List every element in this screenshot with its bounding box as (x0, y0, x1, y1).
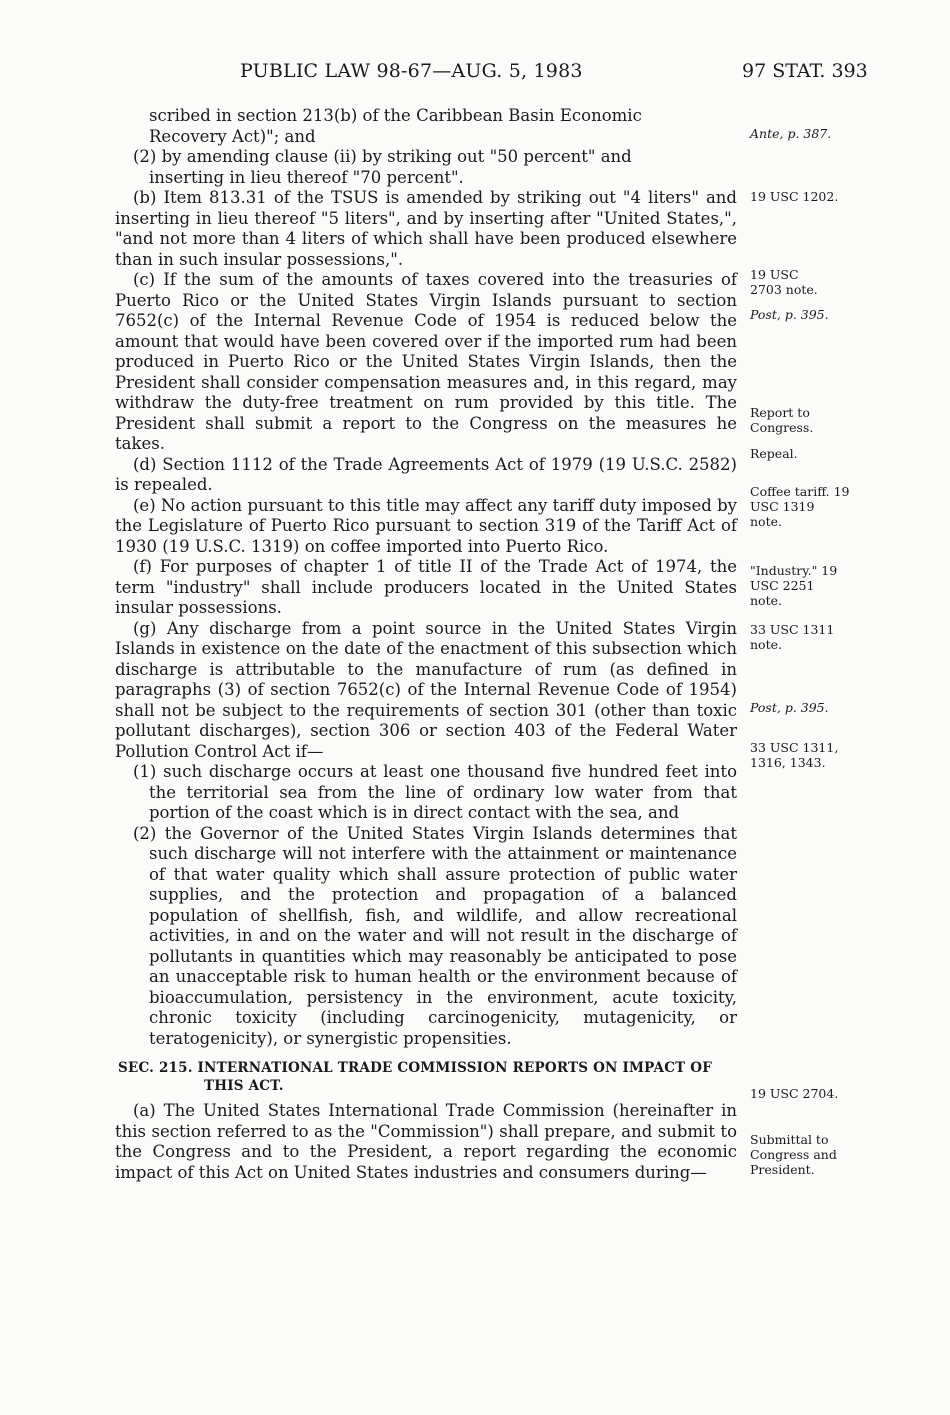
margin-note-usc-1311: 33 USC 1311 note. (750, 622, 835, 652)
subsection-c: (c) If the sum of the amounts of taxes covered into the treasuries of Puerto Rico or the United States Virgin Islands pursuant to section 7652(c) of the Internal Revenue Code of 1954 is reduced below the amount that would have been covered over if the imported rum had been produced in Puerto Rico or the United States Virgin Islands, then the President shall consider compensation measures and, in this regard, may withdraw the duty-free treatment on rum provided by this title. The President shall submit a report to the Congress on the measures he takes. (115, 270, 737, 453)
margin-note-ante: Ante, p. 387. (750, 126, 832, 141)
margin-note-report: Report to Congress. (750, 405, 814, 435)
clause-2 (115, 147, 737, 188)
section-215-a: (a) The United States International Trade Commission (hereinafter in this section referred to as the "Commission") shall prepare, and submit to the Congress and to the President, a report regarding the economic impact of this Act on United States industries and consumers during— (115, 1101, 737, 1182)
margin-note-industry: "Industry." 19 USC 2251 note. (750, 563, 838, 608)
margin-note-usc-2704: 19 USC 2704. (750, 1086, 839, 1101)
margin-note-post: Post, p. 395. (750, 307, 829, 322)
margin-note-submittal: Submittal to Congress and President. (750, 1132, 837, 1177)
paragraph-continuation: scribed in section 213(b) of the Caribbean Basin Economic (149, 106, 642, 125)
paragraph-continuation-2: Recovery Act)"; and (149, 126, 316, 146)
main-text (115, 106, 737, 1183)
subsection-d: (d) Section 1112 of the Trade Agreements Act of 1979 (19 U.S.C. 2582) is repealed. (115, 454, 737, 494)
margin-note-usc-1311-1316: 33 USC 1311, 1316, 1343. (750, 740, 839, 770)
running-title: PUBLIC LAW 98-67—AUG. 5, 1983 (240, 60, 583, 82)
paragraph-g-1: (1) such discharge occurs at least one thousand five hundred feet into the territorial sea from the line of ordinary low water from that portion of the coast which is in direct contact with the sea, and (133, 762, 737, 822)
margin-note-coffee: Coffee tariff. 19 USC 1319 note. (750, 484, 850, 529)
statute-page-number: 97 STAT. 393 (742, 60, 868, 82)
margin-notes (750, 0, 930, 1415)
subsection-e: (e) No action pursuant to this title may affect any tariff duty imposed by the Legislature of Puerto Rico pursuant to section 319 of the Tariff Act of 1930 (19 U.S.C. 1319) on coffee imported into Puerto Rico. (115, 495, 737, 556)
margin-note-post-2: Post, p. 395. (750, 700, 829, 715)
paragraph-g-2: (2) the Governor of the United States Virgin Islands determines that such discharge will not interfere with the attainment or maintenance of that water quality which shall assure protection of public water supplies, and the protection and propagation of a balanced population of shellfish, fish, and wildlife, and allow recreational activities, in and on the water and will not result in the discharge of pollutants in quantities which may reasonably be anticipated to pose an unacceptable risk to human health or the environment because of bioaccumulation, persistency in the environment, acute toxicity, chronic toxicity (including carcinogenicity, mutagenicity, or teratogenicity), or synergistic propensities. (133, 823, 737, 1048)
clause-2-line-2: inserting in lieu thereof "70 percent". (149, 167, 464, 187)
clause-2-line-1: (2) by amending clause (ii) by striking out "50 percent" and (133, 147, 632, 166)
subsection-b: (b) Item 813.31 of the TSUS is amended by striking out "4 liters" and inserting in lieu thereof "5 liters", and by inserting after "United States,", "and not more than 4 liters of which shall have been produced elsewhere than in such insular possessions,". (115, 188, 737, 269)
margin-note-usc-1202: 19 USC 1202. (750, 189, 839, 204)
margin-note-repeal: Repeal. (750, 446, 798, 461)
section-heading: SEC. 215. INTERNATIONAL TRADE COMMISSION REPORTS ON IMPACT OF THIS ACT. (118, 1060, 713, 1094)
subsection-g: (g) Any discharge from a point source in the United States Virgin Islands in existence on the date of the enactment of this subsection which discharge is attributable to the manufacture of rum (as defined in paragraphs (3) of section 7652(c) of the Internal Revenue Code of 1954) shall not be subject to the requirements of section 301 (other than toxic pollutant discharges), section 306 or section 403 of the Federal Water Pollution Control Act if— (115, 618, 737, 761)
margin-note-usc-2703: 19 USC 2703 note. (750, 267, 818, 297)
subsection-f: (f) For purposes of chapter 1 of title II of the Trade Act of 1974, the term "industry" shall include producers located in the United States insular possessions. (115, 557, 737, 617)
